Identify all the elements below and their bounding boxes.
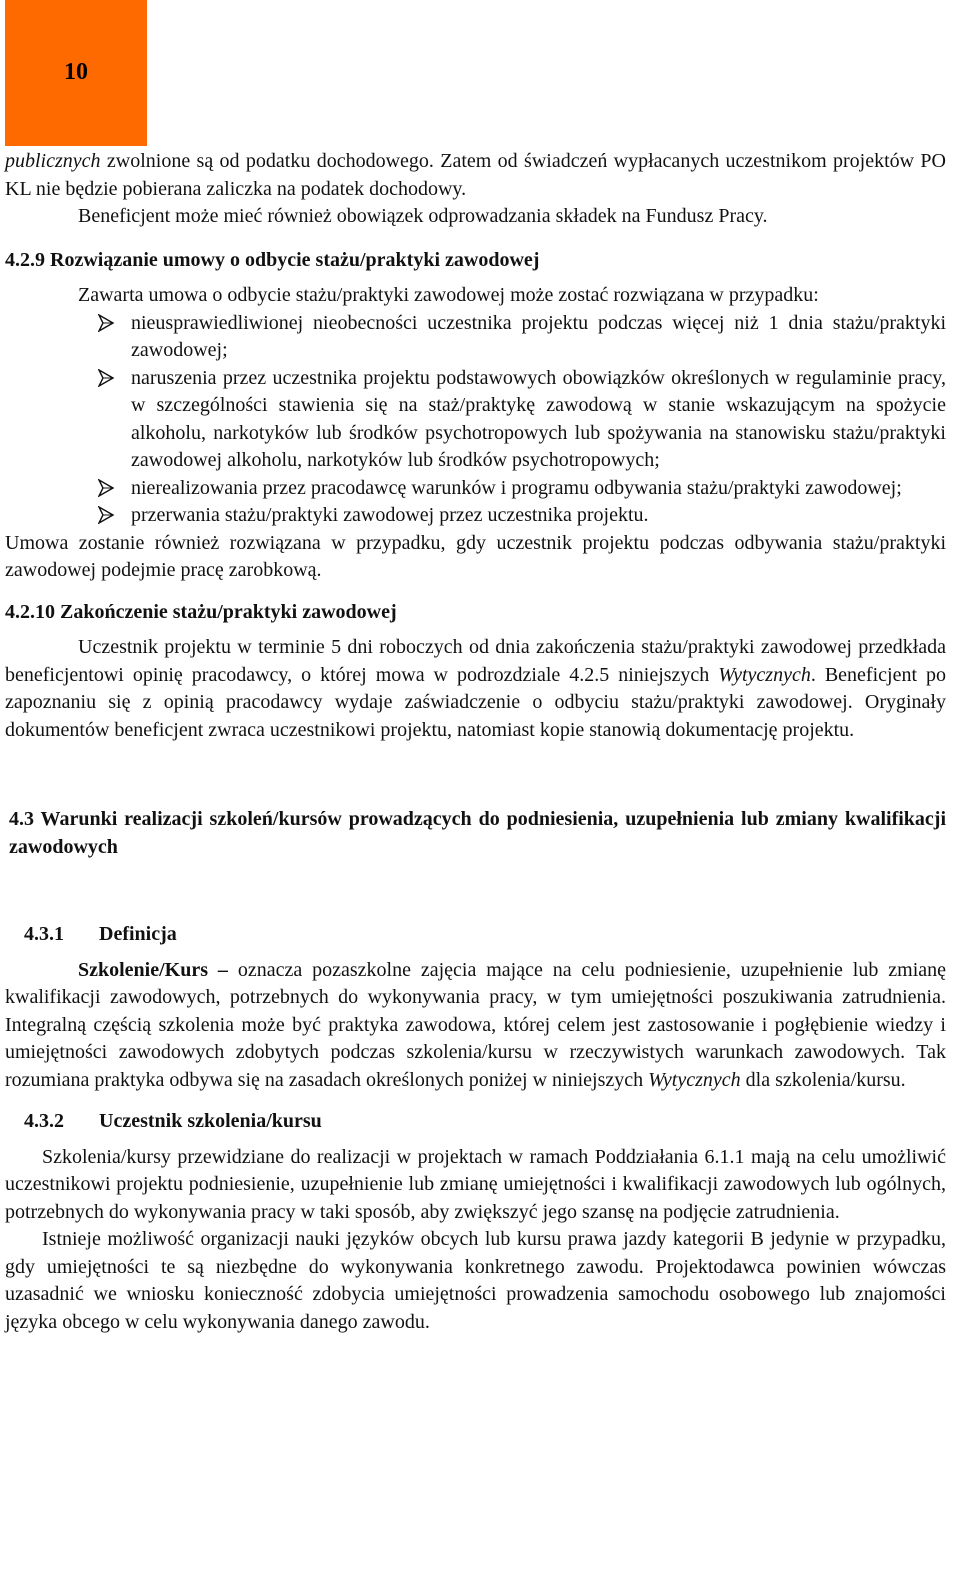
section-4-3-1-paragraph [5,957,946,1095]
definition-term: Szkolenie/Kurs – [78,958,228,981]
definition-text: oznacza pozaszkolne zajęcia mające na celu podniesienie, uzupełnienie lub zmianę kwalifikacji zawodowych, potrzebnych do wykonywania pracy, w tym umiejętności poszukiwania zatrudnienia. Integralną częścią szkolenia może być praktyka zawodowa, której celem jest zastosowanie i pogłębienie wiedzy i umiejętności zawodowych zdobytych podczas szkolenia/kursu w rzeczywistych warunkach zawodowych. Tak rozumiana praktyka odbywa się na zasadach określonych poniżej w niniejszych [5,958,947,1091]
section-4-3-1-number: 4.3.1 [24,923,64,945]
section-4-3-heading: 4.3 Warunki realizacji szkoleń/kursów prowadzących do podniesienia, uzupełnienia lub zmiany kwalifikacji zawodowych [9,808,946,858]
list-item-text: naruszenia przez uczestnika projektu podstawowych obowiązków określonych w regulaminie pracy, w szczególności stawienia się na staż/praktykę zawodową w stanie wskazującym na spożycie alkoholu, narkotyków lub środków psychotropowych lub spożywania na stanowisku stażu/praktyki zawodowej alkoholu, narkotyków lub środków psychotropowych; [131,366,946,471]
section-4-2-10-heading: 4.2.10 Zakończenie stażu/praktyki zawodowej [5,600,397,623]
section-4-2-9-heading: 4.2.9 Rozwiązanie umowy o odbycie stażu/praktyki zawodowej [5,248,540,271]
termination-reasons-list [5,310,946,530]
intro-paragraph [5,148,946,203]
list-item-text: nierealizowania przez pracodawcę warunków i programu odbywania stażu/praktyki zawodowej; [131,476,902,499]
wytycznych-italic: Wytycznych [718,663,811,686]
section-4-2-9-after: Umowa zostanie również rozwiązana w przypadku, gdy uczestnik projektu podczas odbywania stażu/praktyki zawodowej podejmie pracę zarobkową. [5,531,946,581]
arrow-bullet-icon [98,506,114,524]
fundusz-paragraph: Beneficjent może mieć również obowiązek odprowadzania składek na Fundusz Pracy. [78,205,768,227]
list-item [5,502,946,530]
definition-text-cont: dla szkolenia/kursu. [740,1068,906,1091]
section-4-3-1-heading [5,921,946,949]
list-item [5,475,946,503]
section-4-3-1-title: Definicja [99,923,177,945]
arrow-bullet-icon [98,479,114,497]
page-number-badge [5,0,147,146]
arrow-bullet-icon [98,369,114,387]
section-4-2-9-intro: Zawarta umowa o odbycie stażu/praktyki zawodowej może zostać rozwiązana w przypadku: [78,284,819,306]
section-4-3-2-paragraph-2: Istnieje możliwość organizacji nauki języków obcych lub kursu prawa jazdy kategorii B jedynie w przypadku, gdy umiejętności te są niezbędne do wykonywania konkretnego zawodu. Projektodawca powinien wówczas uzasadnić we wniosku konieczność zdobycia umiejętności prowadzenia samochodu osobowego lub znajomości języka obcego w celu wykonywania danego zawodu. [5,1228,946,1333]
intro-text: zwolnione są od podatku dochodowego. Zatem od świadczeń wypłacanych uczestnikom projektów PO KL nie będzie pobierana zaliczka na podatek dochodowy. [5,150,946,200]
section-4-2-10-text: Uczestnik projektu w terminie 5 dni roboczych od dnia zakończenia stażu/praktyki zawodowej przedkłada beneficjentowi opinię pracodawcy, o której mowa w podrozdziale 4.2.5 niniejszych [5,636,946,686]
section-4-2-10-paragraph [5,634,946,744]
arrow-bullet-icon [98,314,114,332]
list-item-text: nieusprawiedliwionej nieobecności uczestnika projektu podczas więcej niż 1 dnia stażu/praktyki zawodowej; [131,311,946,361]
document-body [5,148,946,1336]
section-4-2-10-text-cont: . Beneficjent po zapoznaniu się z opinią pracodawcy wydaje zaświadczenie o odbyciu stażu/praktyki zawodowej. Oryginały dokumentów beneficjent zwraca uczestnikowi projektu, natomiast kopie stanowią dokumentację projektu. [5,663,946,741]
list-item-text: przerwania stażu/praktyki zawodowej przez uczestnika projektu. [131,504,649,526]
list-item [5,365,946,475]
section-4-3-2-title: Uczestnik szkolenia/kursu [99,1110,322,1132]
intro-italic: publicznych [5,150,101,172]
section-4-3-2-number: 4.3.2 [24,1110,64,1132]
wytycznych-italic: Wytycznych [648,1068,741,1091]
list-item [5,310,946,365]
section-4-3-2-heading [5,1108,946,1136]
page-number: 10 [64,59,88,86]
section-4-3-2-paragraph-1: Szkolenia/kursy przewidziane do realizacji w projektach w ramach Poddziałania 6.1.1 mają na celu umożliwić uczestnikowi projektu podniesienie, uzupełnienie lub zmianę umiejętności i kwalifikacji zawodowych lub ogólnych, potrzebnych do wykonywania pracy w taki sposób, aby zwiększyć jego szansę na podjęcie zatrudnienia. [5,1145,946,1223]
